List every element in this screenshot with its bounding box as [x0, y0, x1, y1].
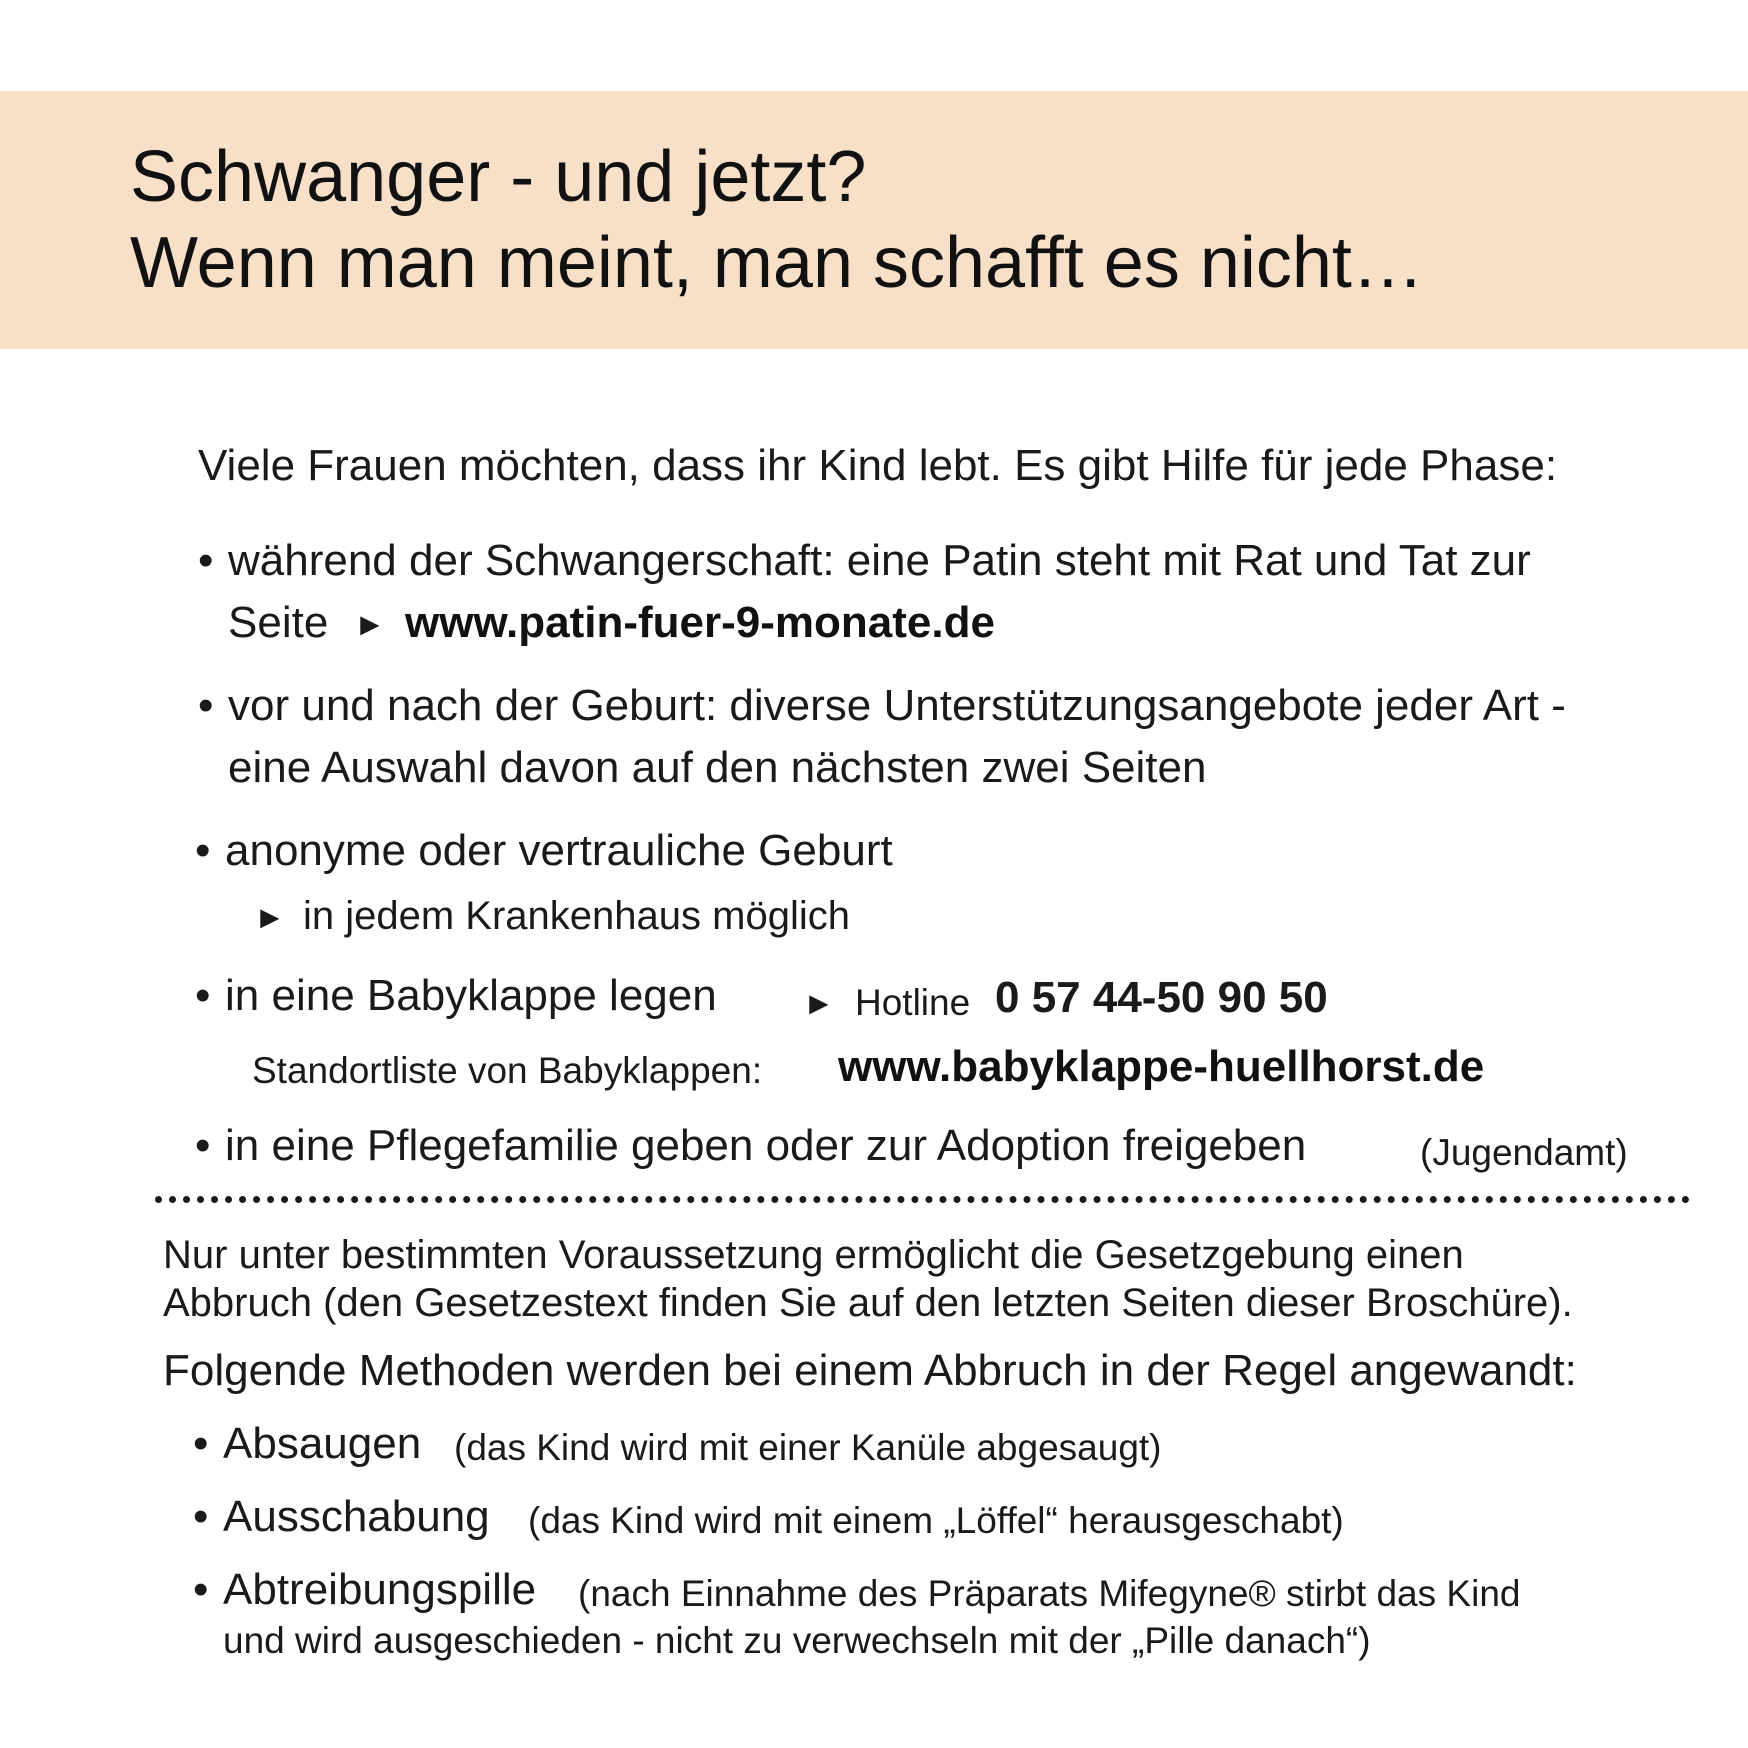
patin-link[interactable]: www.patin-fuer-9-monate.de	[405, 598, 995, 647]
method-name: Abtreibungspille	[223, 1565, 537, 1614]
legal-text-line-2: Abbruch (den Gesetzestext finden Sie auf den letzten Seiten dieser Broschüre).	[163, 1281, 1573, 1325]
bullet: •	[193, 1492, 209, 1541]
method-note: (das Kind wird mit einem „Löffel“ herausgeschabt)	[528, 1500, 1344, 1541]
help-item-foster-adoption: in eine Pflegefamilie geben oder zur Adoption freigeben	[225, 1121, 1307, 1170]
method-name: Ausschabung	[223, 1492, 490, 1541]
bullet: •	[193, 1419, 209, 1468]
hotline-number: 0 57 44-50 90 50	[995, 973, 1328, 1022]
legal-text-line-1: Nur unter bestimmten Voraussetzung ermöglicht die Gesetzgebung einen	[163, 1233, 1464, 1277]
bullet: •	[195, 971, 211, 1020]
help-item-anonymous-birth-note: in jedem Krankenhaus möglich	[303, 894, 850, 938]
help-item-birth-support-cont: eine Auswahl davon auf den nächsten zwei Seiten	[228, 743, 1207, 792]
method-note-cont: und wird ausgeschieden - nicht zu verwechseln mit der „Pille danach“)	[223, 1620, 1371, 1661]
method-note: (nach Einnahme des Präparats Mifegyne® stirbt das Kind	[578, 1573, 1521, 1614]
title-line-2: Wenn man meint, man schafft es nicht…	[130, 223, 1424, 303]
help-item-pregnancy: während der Schwangerschaft: eine Patin steht mit Rat und Tat zur	[228, 536, 1531, 585]
method-name: Absaugen	[223, 1419, 422, 1468]
dotted-divider	[155, 1196, 1690, 1203]
intro-text: Viele Frauen möchten, dass ihr Kind lebt. Es gibt Hilfe für jede Phase:	[198, 441, 1558, 490]
title-line-1: Schwanger - und jetzt?	[130, 137, 867, 217]
help-item-babyklappe: in eine Babyklappe legen	[225, 971, 717, 1020]
page-title	[130, 134, 1424, 306]
help-item-anonymous-birth: anonyme oder vertrauliche Geburt	[225, 826, 893, 875]
babyklappe-list-label: Standortliste von Babyklappen:	[252, 1050, 763, 1091]
bullet: •	[195, 826, 211, 875]
arrow-icon: ►	[354, 606, 386, 642]
method-note: (das Kind wird mit einer Kanüle abgesaugt)	[454, 1427, 1162, 1468]
arrow-icon: ►	[803, 985, 835, 1021]
hotline-label: Hotline	[855, 982, 971, 1023]
arrow-icon: ►	[254, 899, 286, 935]
help-item-pregnancy-cont: Seite	[228, 598, 329, 647]
help-item-foster-adoption-note: (Jugendamt)	[1420, 1132, 1628, 1173]
bullet: •	[198, 681, 214, 730]
bullet: •	[193, 1565, 209, 1614]
help-item-birth-support: vor und nach der Geburt: diverse Unterstützungsangebote jeder Art -	[228, 681, 1566, 730]
bullet: •	[198, 536, 214, 585]
babyklappe-link[interactable]: www.babyklappe-huellhorst.de	[838, 1042, 1485, 1091]
bullet: •	[195, 1121, 211, 1170]
methods-intro: Folgende Methoden werden bei einem Abbruch in der Regel angewandt:	[163, 1346, 1577, 1395]
